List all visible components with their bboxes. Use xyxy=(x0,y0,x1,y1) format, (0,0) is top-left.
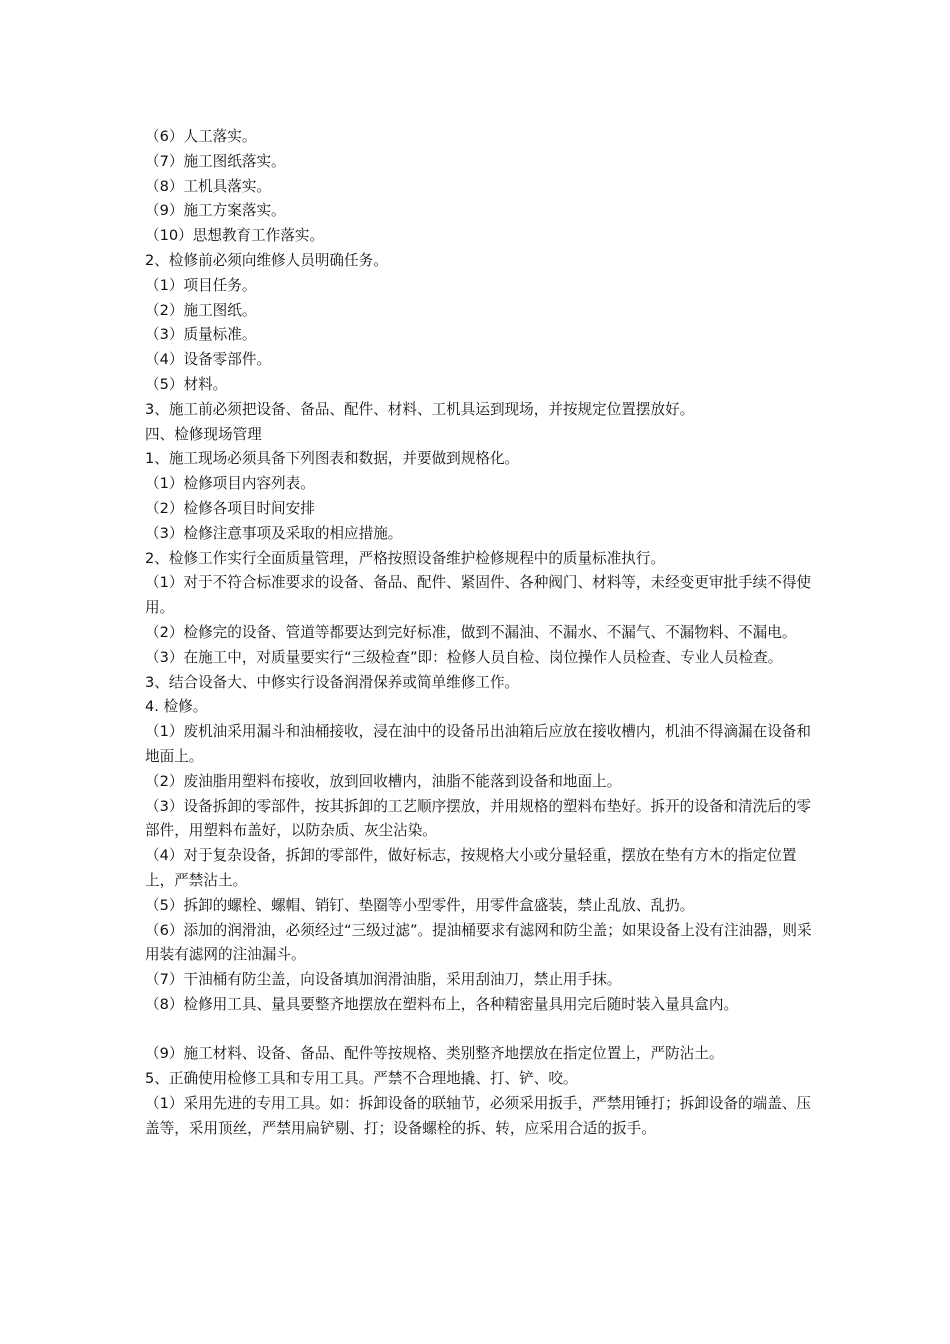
paragraph: （7）干油桶有防尘盖，向设备填加润滑油脂，采用刮油刀，禁止用手抹。 xyxy=(145,971,622,989)
paragraph: （8）工机具落实。 xyxy=(145,177,272,195)
paragraph: 3、结合设备大、中修实行设备润滑保养或简单维修工作。 xyxy=(145,673,520,691)
paragraph: （7）施工图纸落实。 xyxy=(145,152,286,170)
paragraph: （1）废机油采用漏斗和油桶接收，浸在油中的设备吊出油箱后应放在接收槽内，机油不得滴漏在设备和地面上。 xyxy=(145,723,812,765)
paragraph: （8）检修用工具、量具要整齐地摆放在塑料布上，各种精密量具用完后随时装入量具盒内。 xyxy=(145,995,739,1013)
paragraph: （1）检修项目内容列表。 xyxy=(145,475,315,493)
paragraph: （4）设备零部件。 xyxy=(145,351,272,369)
paragraph: 1、施工现场必须具备下列图表和数据，并要做到规格化。 xyxy=(145,450,520,468)
paragraph: 3、施工前必须把设备、备品、配件、材料、工机具运到现场，并按规定位置摆放好。 xyxy=(145,400,695,418)
paragraph: （2）施工图纸。 xyxy=(145,301,257,319)
paragraph: （3）设备拆卸的零部件，按其拆卸的工艺顺序摆放，并用规格的塑料布垫好。拆开的设备和清洗后的零部件，用塑料布盖好，以防杂质、灰尘沾染。 xyxy=(145,797,812,840)
paragraph: （3）质量标准。 xyxy=(145,326,257,344)
paragraph: （2）检修各项目时间安排 xyxy=(145,499,315,517)
paragraph: （6）添加的润滑油，必须经过“三级过滤”。提油桶要求有滤网和防尘盖；如果设备上没有注油器，则采用装有滤网的注油漏斗。 xyxy=(145,921,812,964)
paragraph: （9）施工方案落实。 xyxy=(145,202,286,220)
paragraph: （2）检修完的设备、管道等都要达到完好标准，做到不漏油、不漏水、不漏气、不漏物料、不漏电。 xyxy=(145,623,797,641)
section-heading: 四、检修现场管理 xyxy=(145,425,262,443)
paragraph: 4. 检修。 xyxy=(145,698,208,716)
paragraph: （4）对于复杂设备，拆卸的零部件，做好标志，按规格大小或分量轻重，摆放在垫有方木的指定位置上，严禁沾土。 xyxy=(145,847,797,889)
document-body xyxy=(145,125,817,1142)
paragraph: （5）材料。 xyxy=(145,375,228,393)
paragraph: （3）在施工中，对质量要实行“三级检查”即：检修人员自检、岗位操作人员检查、专业人员检查。 xyxy=(145,648,783,666)
paragraph: 2、检修工作实行全面质量管理，严格按照设备维护检修规程中的质量标准执行。 xyxy=(145,549,666,567)
paragraph: （1）采用先进的专用工具。如：拆卸设备的联轴节，必须采用扳手，严禁用锤打；拆卸设备的端盖、压盖等，采用顶丝，严禁用扁铲剔、打；设备螺栓的拆、转，应采用合适的扳手。 xyxy=(145,1095,812,1137)
paragraph: （6）人工落实。 xyxy=(145,128,257,145)
paragraph: 2、检修前必须向维修人员明确任务。 xyxy=(145,251,388,269)
paragraph: 5、正确使用检修工具和专用工具。严禁不合理地撬、打、铲、咬。 xyxy=(145,1070,578,1088)
paragraph: （10）思想教育工作落实。 xyxy=(145,227,325,245)
paragraph: （1）项目任务。 xyxy=(145,276,257,294)
paragraph: （3）检修注意事项及采取的相应措施。 xyxy=(145,524,403,542)
paragraph: （9）施工材料、设备、备品、配件等按规格、类别整齐地摆放在指定位置上，严防沾土。 xyxy=(145,1045,724,1063)
paragraph: （5）拆卸的螺栓、螺帽、销钉、垫圈等小型零件，用零件盒盛装，禁止乱放、乱扔。 xyxy=(145,896,695,914)
blank-line xyxy=(145,1018,817,1043)
paragraph: （1）对于不符合标准要求的设备、备品、配件、紧固件、各种阀门、材料等，未经变更审批手续不得使用。 xyxy=(145,574,812,617)
paragraph: （2）废油脂用塑料布接收，放到回收槽内，油脂不能落到设备和地面上。 xyxy=(145,772,622,790)
